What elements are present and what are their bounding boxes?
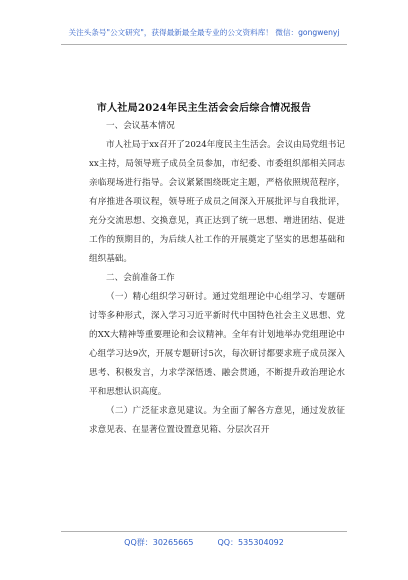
footer-divider bbox=[61, 531, 347, 532]
header-divider bbox=[61, 44, 347, 45]
document-body bbox=[89, 117, 345, 440]
body-paragraph-2: （一）精心组织学习研讨。通过党组理论中心组学习、专题研讨等多种形式，深入学习习近平新时代中国特色社会主义思想、党的XX大精神等重要理论和会议精神。全年有计划地举办党组理论中心组学习达9次，开展专题研讨5次，每次研讨都要求班子成员深入思考、积极发言，力求学深悟透、融会贯通，不断提升政治理论水平和思想认识高度。 bbox=[89, 292, 345, 397]
header-text: 关注头条号"公文研究"，获得最新最全最专业的公文资料库！ 微信：gongwenyj bbox=[68, 28, 340, 37]
page-footer bbox=[0, 537, 408, 548]
section-heading-1: 一、会议基本情况 bbox=[106, 121, 175, 131]
body-paragraph-1: 市人社局于xx召开了2024年度民主生活会。会议由局党组书记xx主持，局领导班子成员全员参加，市纪委、市委组织部相关同志亲临现场进行指导。会议紧紧围绕既定主题，严格依照规范程序，有序推进各项议程，领导班子成员之间深入开展批评与自我批评，充分交流思想、交换意见，真正达到了统一思想、增进团结、促进工作的预期目的，为后续人社工作的开展奠定了坚实的思想基础和组织基础。 bbox=[89, 140, 345, 264]
document-title: 市人社局2024年民主生活会会后综合情况报告 bbox=[96, 103, 312, 114]
body-paragraph-3: （二）广泛征求意见建议。为全面了解各方意见，通过发放征求意见表、在显著位置设置意见箱、分层次召开 bbox=[89, 406, 345, 435]
footer-qq: QQ：535304092 bbox=[217, 538, 284, 547]
page-header bbox=[0, 27, 408, 38]
footer-qq-group: QQ群：30265665 bbox=[124, 538, 194, 547]
section-heading-2: 二、会前准备工作 bbox=[106, 273, 175, 283]
